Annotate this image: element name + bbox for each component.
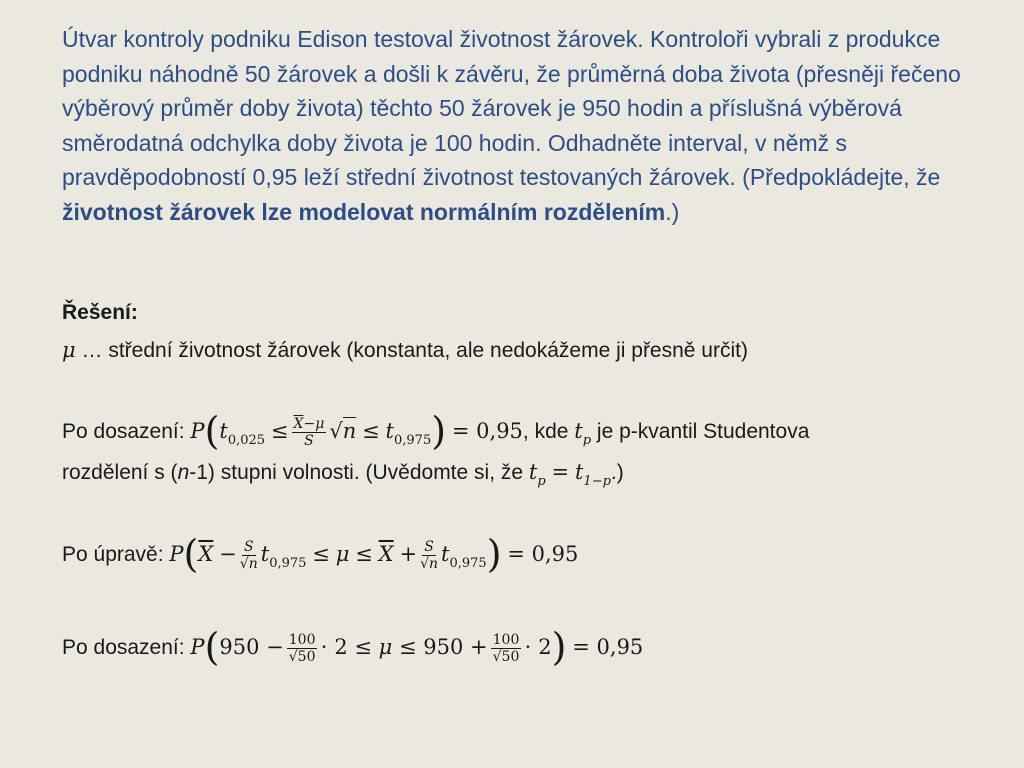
line3-equals: = 0,95 (572, 635, 644, 659)
line1b-b: -1) stupni volnosti. (Uvědomte si, že (189, 461, 529, 484)
line2-equals: = 0,95 (507, 542, 579, 566)
line2-label: Po úpravě: (62, 543, 170, 566)
line3-label: Po dosazení: (62, 636, 191, 659)
formula-line-1: Po dosazení: $P(t_{0,025}$ ≤ $\frac{\overline{X}-\mu}{S}$ $√n \le t_{0,975}) = 0,95$, kde $t_p$ je p-kvantil Studentova (62, 409, 810, 453)
formula-line-1b: rozdělení s (n-1) stupni volnosti. (Uvědomte si, že $t_p = t_{1-p}$.) (62, 460, 624, 489)
fraction-xbar-mu-over-s: $\frac{\overline{X}-\mu}{S}$ (293, 415, 325, 449)
formula-line-2: Po úpravě: $P(\overline{X}$ − $\frac{S}{√n}$ $t_{0,975} \le \mu \le \overline{X}$ + $\frac{S}{√n}$ $t_{0,975}) = 0,95$ (62, 532, 579, 576)
line1-tail: , kde (522, 420, 575, 443)
line1b-n: n (177, 461, 190, 484)
solution-heading: Řešení: (62, 301, 138, 324)
task-text (62, 22, 962, 229)
task-part1: Útvar kontroly podniku Edison testoval životnost žárovek. Kontroloři vybrali z produkce podniku náhodně 50 žárovek a došli k závěru, že průměrná doba života (přesněji řečeno výběrový průměr doby života) těchto 50 žárovek je 950 hodin a příslušná výběrová směrodatná odchylka doby života je 100 hodin. Odhadněte interval, v němž s pravděpodobností 0,95 leží střední životnost testovaných žárovek. (Předpokládejte, že (62, 26, 961, 190)
line1-label: Po dosazení: (62, 420, 191, 443)
line1-equals: = 0,95 (451, 419, 523, 443)
mu-description: … střední životnost žárovek (konstanta, ale nedokážeme ji přesně určit) (75, 339, 748, 362)
task-part2: .) (665, 198, 680, 225)
mu-symbol: μ (62, 338, 76, 362)
line1b-c: .) (610, 461, 624, 484)
task-bold: životnost žárovek lze modelovat normálním rozdělením (62, 198, 666, 225)
line1b-a: rozdělení s ( (62, 461, 178, 484)
mu-definition (62, 338, 748, 363)
line1-tail2: je p-kvantil Studentova (591, 420, 810, 443)
formula-line-3: Po dosazení: P(950 − $\frac{100}{√50}$ ⋅ 2 ≤ μ ≤ 950 + $\frac{100}{√50}$ ⋅ 2) = 0,95 (62, 625, 644, 669)
